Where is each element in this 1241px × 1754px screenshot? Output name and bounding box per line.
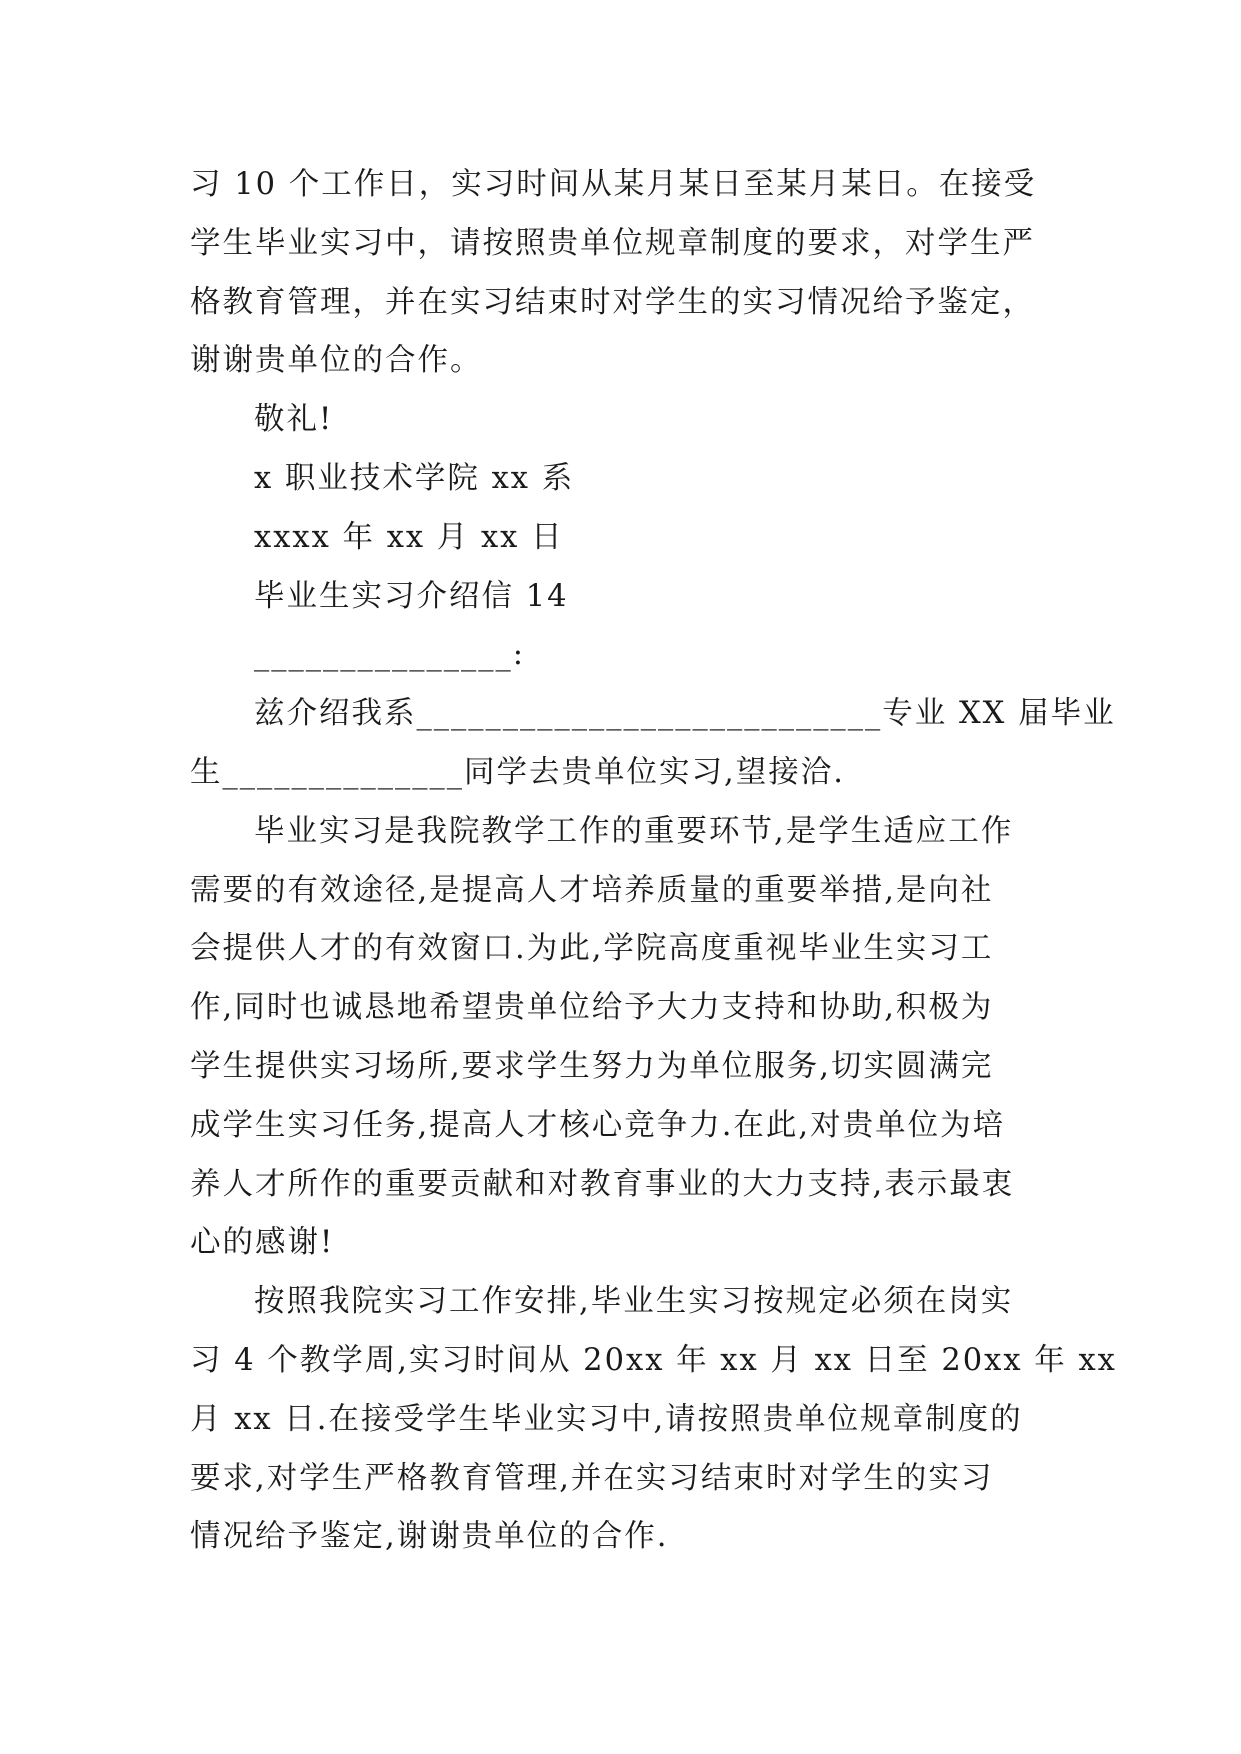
text-line: 敬礼! bbox=[254, 402, 334, 438]
text-line: 会提供人才的有效窗口.为此,学院高度重视毕业生实习工 bbox=[190, 931, 994, 967]
text-line: 心的感谢! bbox=[190, 1225, 335, 1261]
text-line: 情况给予鉴定,谢谢贵单位的合作. bbox=[190, 1519, 669, 1555]
text-line: 学生提供实习场所,要求学生努力为单位服务,切实圆满完 bbox=[190, 1048, 994, 1084]
text-line: 兹介绍我系___________________________专业 XX 届毕业 bbox=[254, 696, 1116, 732]
text-line: 需要的有效途径,是提高人才培养质量的重要举措,是向社 bbox=[190, 872, 994, 908]
text-line: 毕业实习是我院教学工作的重要环节,是学生适应工作 bbox=[254, 813, 1014, 849]
text-line: 学生毕业实习中，请按照贵单位规章制度的要求，对学生严 bbox=[190, 225, 1035, 261]
text-line: xxxx 年 xx 月 xx 日 bbox=[254, 519, 564, 555]
text-line: x 职业技术学院 xx 系 bbox=[254, 460, 575, 496]
text-line: _______________: bbox=[254, 637, 526, 673]
letter-body bbox=[190, 156, 1117, 1567]
text-line: 生______________同学去贵单位实习,望接洽. bbox=[190, 754, 845, 790]
text-line: 按照我院实习工作安排,毕业生实习按规定必须在岗实 bbox=[254, 1284, 1014, 1320]
text-line: 习 4 个教学周,实习时间从 20xx 年 xx 月 xx 日至 20xx 年 xx bbox=[190, 1342, 1117, 1378]
text-line: 谢谢贵单位的合作。 bbox=[190, 343, 483, 379]
text-line: 养人才所作的重要贡献和对教育事业的大力支持,表示最衷 bbox=[190, 1166, 1015, 1202]
text-line: 毕业生实习介绍信 14 bbox=[254, 578, 569, 614]
text-line: 成学生实习任务,提高人才核心竞争力.在此,对贵单位为培 bbox=[190, 1107, 1006, 1143]
text-line: 格教育管理，并在实习结束时对学生的实习情况给予鉴定， bbox=[190, 284, 1035, 320]
text-line: 月 xx 日.在接受学生毕业实习中,请按照贵单位规章制度的 bbox=[190, 1401, 1023, 1437]
text-line: 习 10 个工作日，实习时间从某月某日至某月某日。在接受 bbox=[190, 167, 1037, 202]
text-line: 要求,对学生严格教育管理,并在实习结束时对学生的实习 bbox=[190, 1460, 994, 1496]
text-line: 作,同时也诚恳地希望贵单位给予大力支持和协助,积极为 bbox=[190, 990, 994, 1026]
